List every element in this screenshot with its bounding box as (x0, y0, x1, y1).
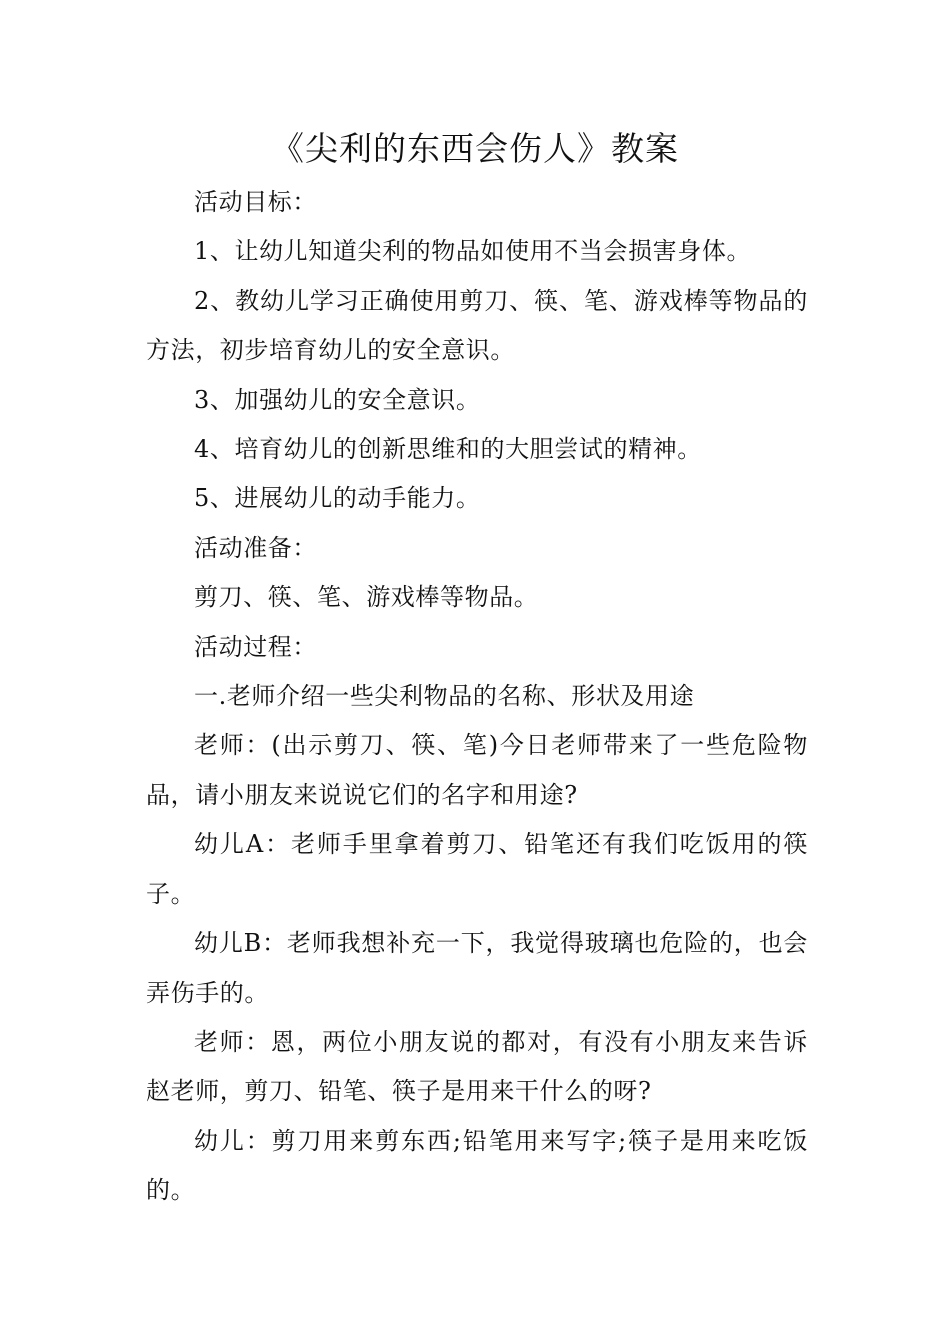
paragraph-goal-2: 2、教幼儿学习正确使用剪刀、筷、笔、游戏棒等物品的方法，初步培育幼儿的安全意识。 (146, 286, 808, 365)
paragraph-goal-3: 3、加强幼儿的安全意识。 (194, 385, 481, 414)
paragraph-dialogue-child-b: 幼儿B：老师我想补充一下，我觉得玻璃也危险的，也会弄伤手的。 (146, 929, 808, 1007)
paragraph-heading-goals: 活动目标： (194, 188, 317, 216)
paragraph-preparation-items: 剪刀、筷、笔、游戏棒等物品。 (194, 583, 539, 612)
paragraph-heading-process: 活动过程： (194, 632, 317, 661)
paragraph-dialogue-teacher-1: 老师：(出示剪刀、筷、笔)今日老师带来了一些危险物品，请小朋友来说说它们的名字和用途? (146, 731, 808, 809)
paragraph-process-step-1: 一.老师介绍一些尖利物品的名称、形状及用途 (194, 682, 695, 711)
paragraph-dialogue-child-a: 幼儿A：老师手里拿着剪刀、铅笔还有我们吃饭用的筷子。 (146, 830, 808, 908)
paragraph-dialogue-teacher-2: 老师：恩，两位小朋友说的都对，有没有小朋友来告诉赵老师，剪刀、铅笔、筷子是用来干什么的呀? (146, 1027, 808, 1106)
paragraph-goal-1: 1、让幼儿知道尖利的物品如使用不当会损害身体。 (194, 237, 752, 266)
paragraph-dialogue-children: 幼儿：剪刀用来剪东西;铅笔用来写字;筷子是用来吃饭的。 (146, 1126, 808, 1205)
document-body (146, 178, 808, 1216)
paragraph-heading-preparation: 活动准备： (194, 533, 317, 562)
paragraph-goal-4: 4、培育幼儿的创新思维和的大胆尝试的精神。 (194, 435, 702, 464)
paragraph-goal-5: 5、进展幼儿的动手能力。 (194, 484, 481, 513)
document-title: 《尖利的东西会伤人》教案 (271, 129, 679, 168)
